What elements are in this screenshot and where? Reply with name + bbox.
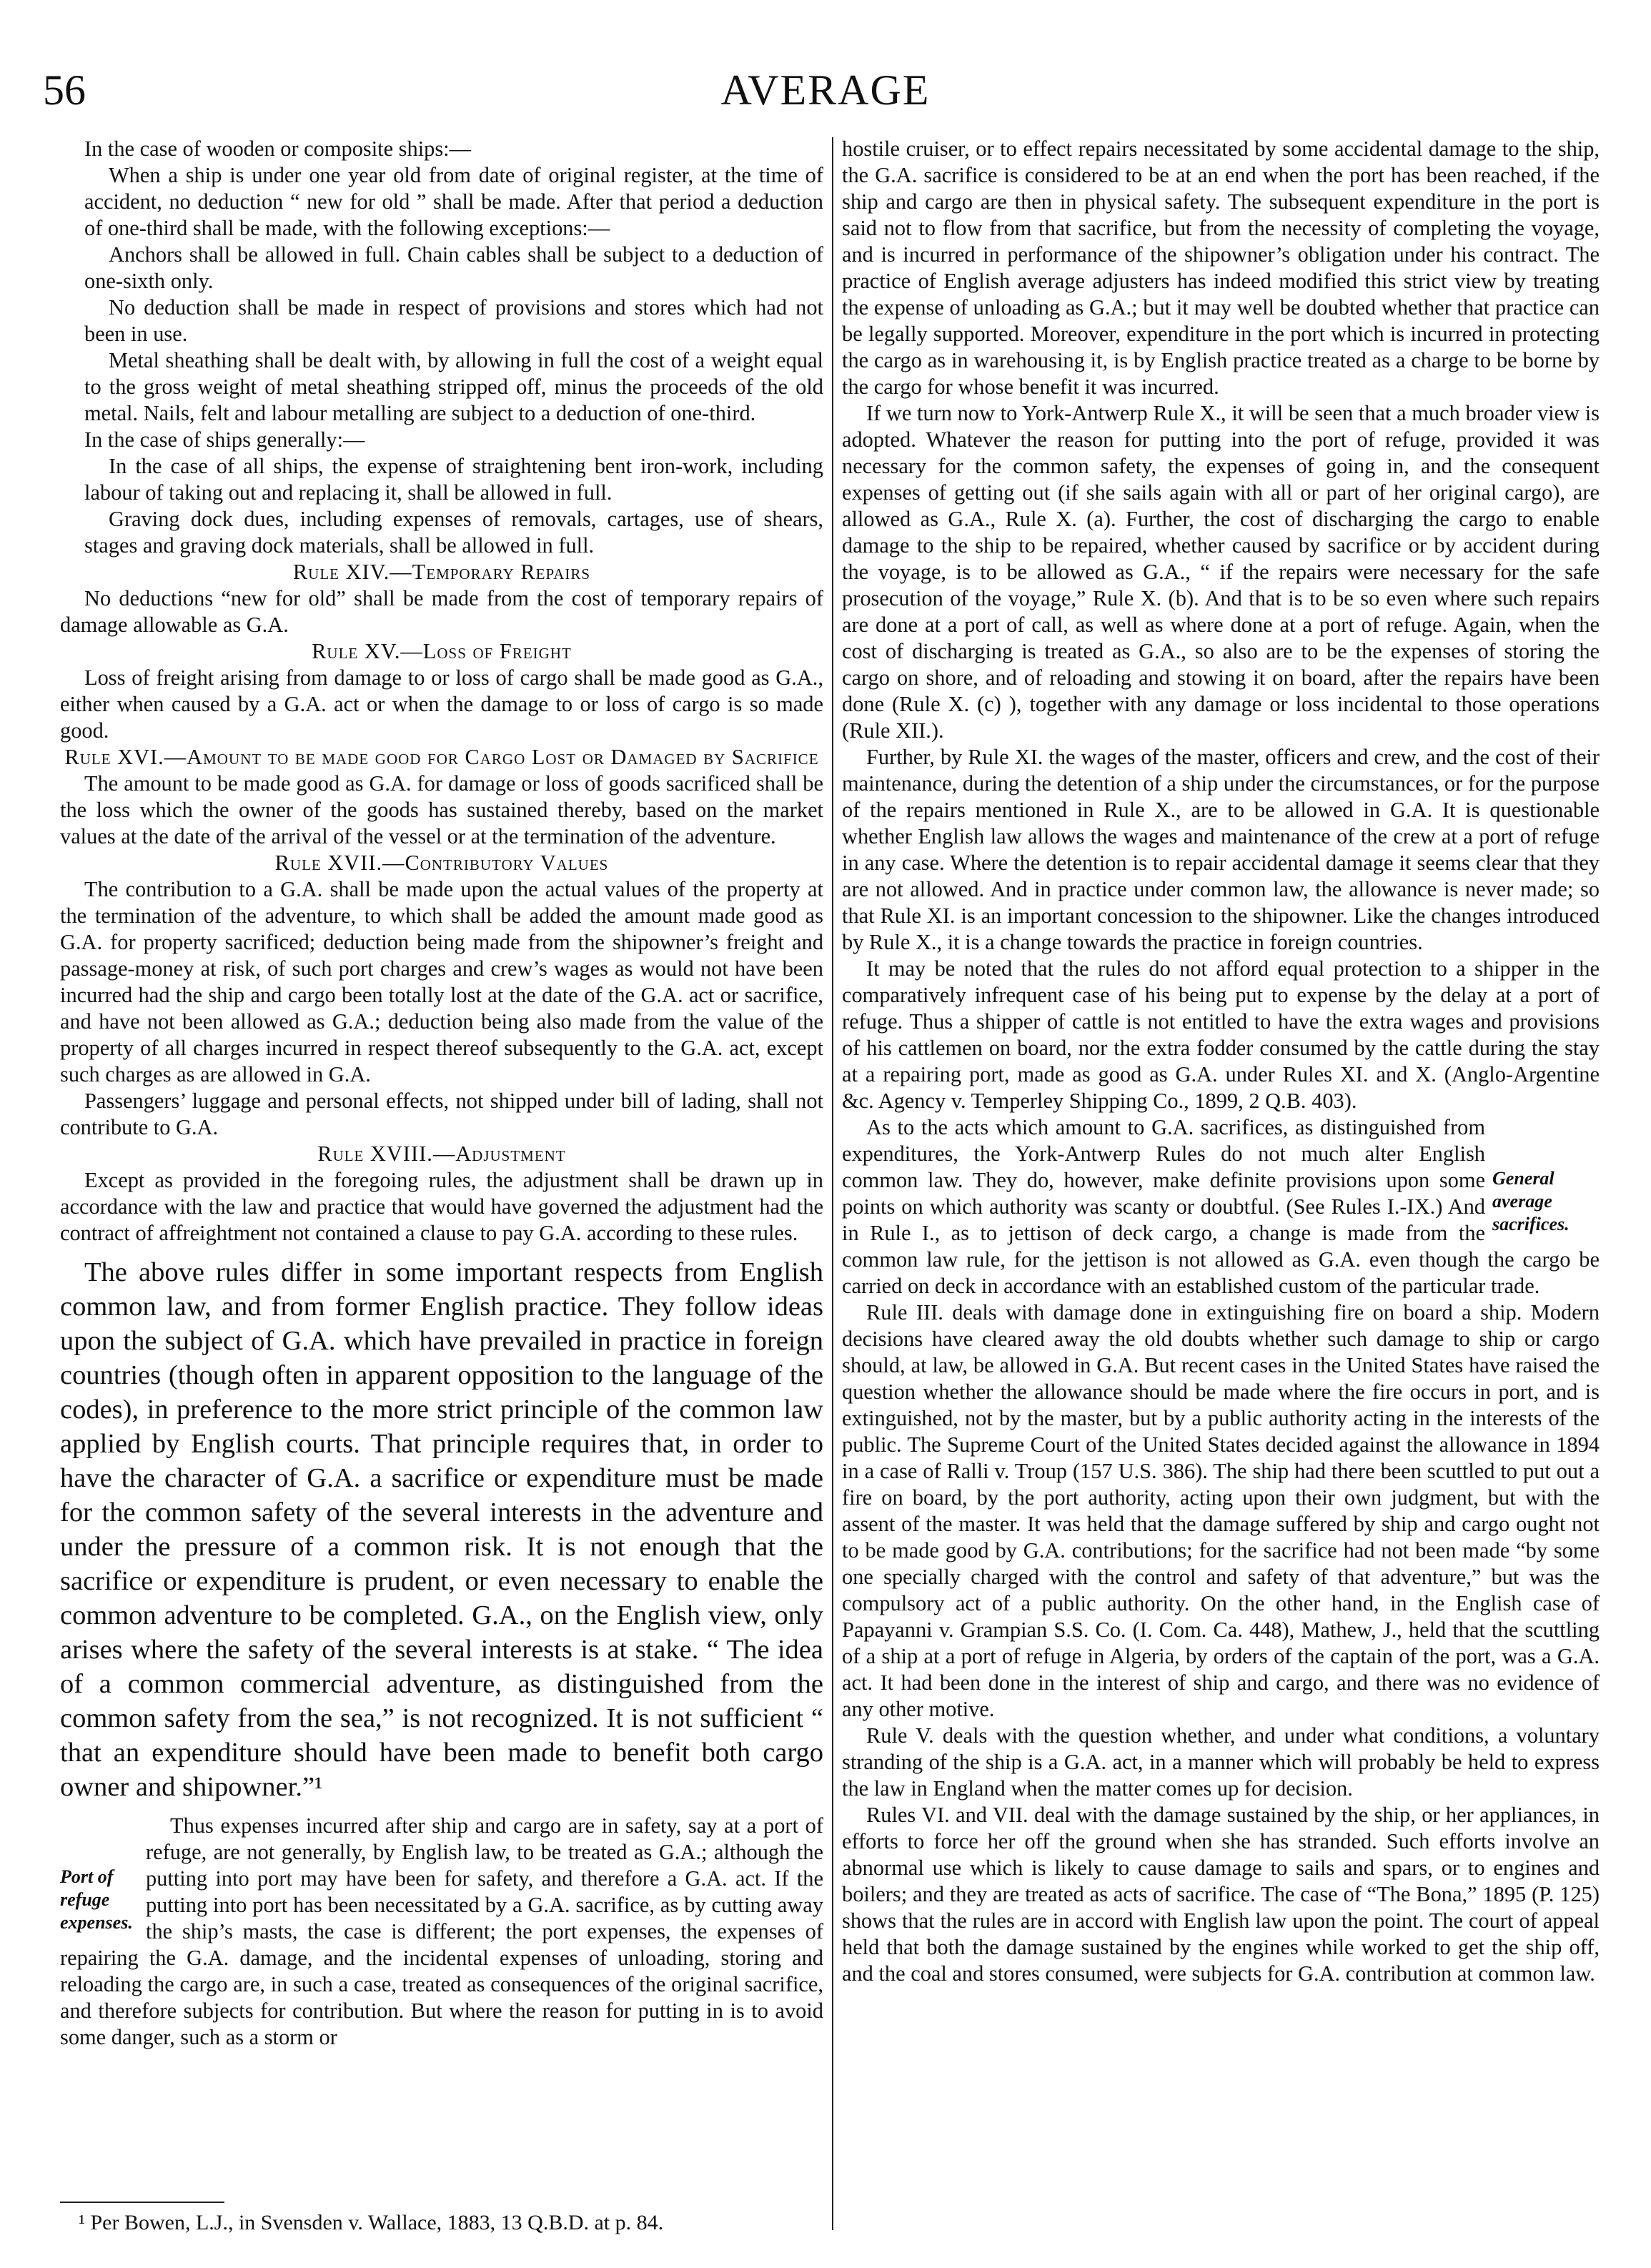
- margin-note-general-average: General average sacrifices.: [1492, 1168, 1570, 1234]
- main-text: [60, 1255, 823, 1804]
- paragraph: Thus expenses incurred after ship and cargo are in safety, say at a port of refuge, are not generally, by English law, to be treated as G.A.; although the putting into port may have been for safety, and therefore a G.A. act. If the putting into port has been necessitated by a G.A. sacrifice, as by cutting away the ship’s masts, the case is different; the port expenses, the expenses of repairing the G.A. damage, and the incidental expenses of unloading, storing and reloading the cargo are, in such a case, treated as consequences of the original sacrifice, and therefore subjects for contribution. But where the reason for putting in is to avoid some danger, such as a storm or: [60, 1813, 823, 2049]
- rule-heading: Rule XIV.—Temporary Repairs: [292, 560, 591, 584]
- paragraph: Rule V. deals with the question whether, and under what conditions, a voluntary stranding of the ship is a G.A. act, in a manner which will probably be held to express the law in England when the matter comes up for decision.: [842, 1723, 1600, 1801]
- paragraph: Anchors shall be allowed in full. Chain cables shall be subject to a deduction of one-sixth only.: [84, 242, 823, 293]
- paragraph: As to the acts which amount to G.A. sacrifices, as distinguished from expenditures, the York-Antwerp Rules do not much alter English common law. They do, however, make definite provisions upon some points on which authority was scanty or doubtful. (See Rules I.-IX.) And in Rule I., as to jettison of deck cargo, a change is made from the common law rule, for the jettison is not allowed as G.A. even though the cargo be carried on deck in accordance with an established custom of the particular trade.: [842, 1115, 1600, 1298]
- margin-note-port-of-refuge: Port of refuge expenses.: [60, 1866, 133, 1933]
- paragraph: Rule III. deals with damage done in extinguishing fire on board a ship. Modern decisions have cleared away the old doubts whether such damage to ship or cargo should, at law, be allowed in G.A. But recent cases in the United States have raised the question whether the allowance should be made where the fire occurs in port, and is extinguished, not by the master, but by a public authority acting in the interests of the public. The Supreme Court of the United States decided against the allowance in 1894 in a case of Ralli v. Troup (157 U.S. 386). The ship had there been scuttled to put out a fire on board, by the port authority, acting upon their own judgment, but with the assent of the master. It was held that the damage suffered by ship and cargo ought not to be made good by G.A. contributions; for the sacrifice had not been made “by some one specially charged with the control and safety of that adventure,” but was the compulsory act of a public authority. On the other hand, in the English case of Papayanni v. Grampian S.S. Co. (I. Com. Ca. 448), Mathew, J., held that the scuttling of a ship at a port of refuge in Algeria, by orders of the captain of the port, was a G.A. act. It had been done in the interest of ship and cargo, and there was no evidence of any other motive.: [842, 1300, 1600, 1721]
- paragraph: No deduction shall be made in respect of provisions and stores which had not been in use.: [84, 295, 823, 346]
- paragraph: No deductions “new for old” shall be made from the cost of temporary repairs of damage allowable as G.A.: [60, 586, 823, 637]
- paragraph: In the case of all ships, the expense of straightening bent iron-work, including labour of taking out and replacing it, shall be allowed in full.: [84, 454, 823, 505]
- paragraph: hostile cruiser, or to effect repairs necessitated by some accidental damage to the ship, the G.A. sacrifice is considered to be at an end when the port has been reached, if the ship and cargo are then in physical safety. The subsequent expenditure in the port is said not to flow from that sacrifice, but from the necessity of completing the voyage, and is incurred in performance of the shipowner’s obligation under his contract. The practice of English average adjusters has indeed modified this strict view by treating the expense of unloading as G.A.; but it may well be doubted whether that practice can be legally supported. Moreover, expenditure in the port which is incurred in protecting the cargo as in warehousing it, is by English practice treated as a charge to be borne by the cargo for whose benefit it was incurred.: [842, 137, 1600, 399]
- running-head: AVERAGE: [720, 66, 931, 114]
- right-column: [842, 136, 1600, 1987]
- paragraph: Metal sheathing shall be dealt with, by allowing in full the cost of a weight equal to the gross weight of metal sheathing stripped off, minus the proceeds of the old metal. Nails, felt and labour metalling are subject to a deduction of one-third.: [84, 348, 823, 425]
- paragraph: In the case of wooden or composite ships:—: [84, 137, 472, 161]
- paragraph: Rules VI. and VII. deal with the damage sustained by the ship, or her appliances, in efforts to force her off the ground when she has stranded. Such efforts involve an abnormal use which is likely to cause damage to sails and spars, or to engines and boilers; and they are treated as acts of sacrifice. The case of “The Bona,” 1895 (P. 125) shows that the rules are in accord with English law upon the point. The court of appeal held that both the damage sustained by the engines while worked to get the ship off, and the coal and stores consumed, were subjects for G.A. contribution at common law.: [842, 1803, 1600, 1986]
- footnote: ¹ Per Bowen, L.J., in Svensden v. Wallace, 1883, 13 Q.B.D. at p. 84.: [79, 2211, 664, 2234]
- paragraph: Loss of freight arising from damage to or loss of cargo shall be made good as G.A., either when caused by a G.A. act or when the damage to or loss of cargo is so made good.: [60, 665, 823, 743]
- port-of-refuge-section: [60, 1813, 823, 2051]
- paragraph: Passengers’ luggage and personal effects, not shipped under bill of lading, shall not contribute to G.A.: [60, 1089, 823, 1139]
- rule-heading: Rule XVI.—Amount to be made good for Cargo Lost or Damaged by Sacrifice: [64, 745, 819, 769]
- rule-heading: Rule XVIII.—Adjustment: [317, 1142, 566, 1166]
- paragraph: In the case of ships generally:—: [84, 427, 365, 452]
- general-average-section: [842, 1114, 1600, 1299]
- paragraph: The above rules differ in some important respects from English common law, and from former English practice. They follow ideas upon the subject of G.A. which have prevailed in practice in foreign countries (though often in apparent opposition to the language of the codes), in preference to the more strict principle of the common law applied by English courts. That principle requires that, in order to have the character of G.A. a sacrifice or expenditure must be made for the common safety of the several interests in the adventure and under the pressure of a common risk. It is not enough that the sacrifice or expenditure is prudent, or even necessary to enable the common adventure to be completed. G.A., on the English view, only arises where the safety of the several interests is at stake. “ The idea of a common commercial adventure, as distinguished from the common safety from the sea,” is not recognized. It is not sufficient “ that an expenditure should have been made to benefit both cargo owner and shipowner.”¹: [60, 1257, 823, 1802]
- rule-heading: Rule XVII.—Contributory Values: [274, 851, 609, 875]
- column-divider: [832, 137, 833, 2230]
- paragraph: The amount to be made good as G.A. for damage or loss of goods sacrificed shall be the loss which the owner of the goods has sustained thereby, based on the market values at the date of the arrival of the vessel or at the termination of the adventure.: [60, 771, 823, 848]
- footnote-rule: [60, 2202, 224, 2203]
- paragraph: Except as provided in the foregoing rules, the adjustment shall be drawn up in accordance with the law and practice that would have governed the adjustment had the contract of affreightment not contained a clause to pay G.A. according to these rules.: [60, 1168, 823, 1245]
- paragraph: When a ship is under one year old from date of original register, at the time of accident, no deduction “ new for old ” shall be made. After that period a deduction of one-third shall be made, with the following exceptions:—: [84, 163, 823, 240]
- rule-heading: Rule XV.—Loss of Freight: [312, 639, 572, 663]
- paragraph: The contribution to a G.A. shall be made upon the actual values of the property at the termination of the adventure, to which shall be added the amount made good as G.A. for property sacrificed; deduction being made from the shipowner’s freight and passage-money at risk, of such port charges and crew’s wages as would not have been incurred had the ship and cargo been totally lost at the date of the G.A. act or sacrifice, and have not been allowed as G.A.; deduction being also made from the value of the property of all charges incurred in respect thereof subsequently to the G.A. act, except such charges as are allowed in G.A.: [60, 877, 823, 1086]
- paragraph: It may be noted that the rules do not afford equal protection to a shipper in the comparatively infrequent case of his being put to expense by the delay at a port of refuge. Thus a shipper of cattle is not entitled to have the extra wages and provisions of his cattlemen on board, nor the extra fodder consumed by the cattle during the stay at a repairing port, made as good as G.A. under Rules XI. and X. (Anglo-Argentine &c. Agency v. Temperley Shipping Co., 1899, 2 Q.B. 403).: [842, 956, 1600, 1113]
- paragraph: Further, by Rule XI. the wages of the master, officers and crew, and the cost of their maintenance, during the detention of a ship under the circumstances, or for the purpose of the repairs mentioned in Rule X., are to be allowed in G.A. It is questionable whether English law allows the wages and maintenance of the crew at a port of refuge in any case. Where the detention is to repair accidental damage it seems clear that they are not allowed. And in practice under common law, the allowance is never made; so that Rule XI. is an important concession to the shipowner. Like the changes introduced by Rule X., it is a change towards the practice in foreign countries.: [842, 745, 1600, 954]
- page-number: 56: [43, 66, 86, 114]
- paragraph: If we turn now to York-Antwerp Rule X., it will be seen that a much broader view is adopted. Whatever the reason for putting into the port of refuge, provided it was necessary for the common safety, the expenses of going in, and the consequent expenses of getting out (if she sails again with all or part of her original cargo), are allowed as G.A., Rule X. (a). Further, the cost of discharging the cargo to enable damage to the ship to be repaired, whether caused by sacrifice or by accident during the voyage, is to be allowed as G.A., “ if the repairs were necessary for the safe prosecution of the voyage,” Rule X. (b). And that is to be so even where such repairs are done at a port of call, as well as where done at a port of refuge. Again, when the cost of discharging is treated as G.A., so also are to be the expenses of storing the cargo on shore, and of reloading and stowing it on board, after the repairs have been done (Rule X. (c) ), together with any damage or loss incidental to those operations (Rule XII.).: [842, 401, 1600, 743]
- paragraph: Graving dock dues, including expenses of removals, cartages, use of shears, stages and graving dock materials, shall be allowed in full.: [84, 507, 823, 558]
- page-header: [43, 66, 1608, 123]
- left-column: [60, 136, 823, 2051]
